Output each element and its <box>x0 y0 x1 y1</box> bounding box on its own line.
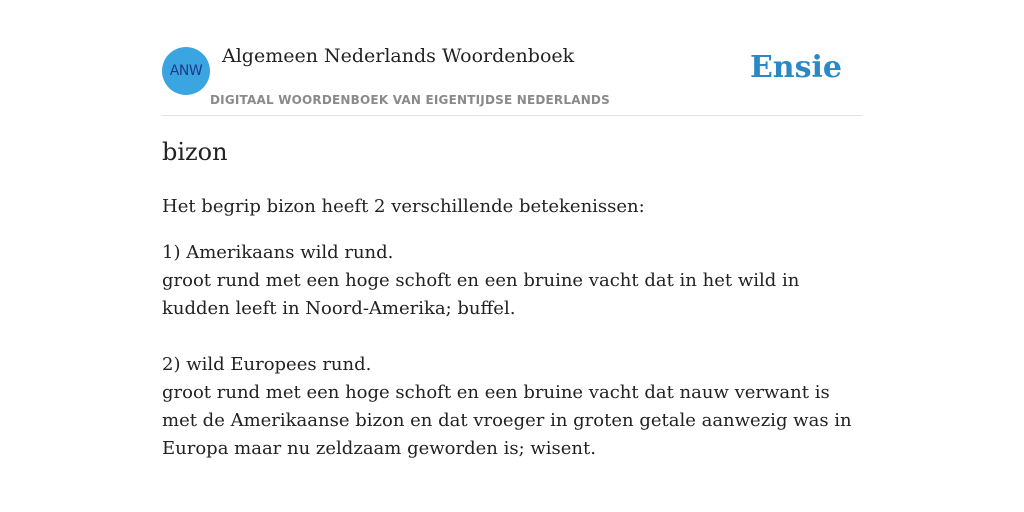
meaning-heading: 2) wild Europees rund. <box>162 354 372 375</box>
entry-word-title: bizon <box>162 138 228 166</box>
page-container <box>162 0 862 512</box>
meaning-item <box>162 239 862 323</box>
meaning-item <box>162 351 862 463</box>
entry-intro: Het begrip bizon heeft 2 verschillende betekenissen: <box>162 196 645 217</box>
ensie-brand-link[interactable]: Ensie <box>749 50 842 85</box>
site-header <box>162 0 862 116</box>
meanings-list <box>162 239 862 491</box>
anw-logo[interactable]: ANW <box>162 47 210 95</box>
meaning-definition: groot rund met een hoge schoft en een bruine vacht dat in het wild in kudden leeft in Noord-Amerika; buffel. <box>162 270 800 319</box>
meaning-heading: 1) Amerikaans wild rund. <box>162 242 394 263</box>
site-title[interactable]: Algemeen Nederlands Woordenboek <box>222 45 575 67</box>
meaning-definition: groot rund met een hoge schoft en een bruine vacht dat nauw verwant is met de Amerikaanse bizon en dat vroeger in groten getale aanwezig was in Europa maar nu zeldzaam geworden is; wisent. <box>162 382 852 459</box>
site-subtitle: DIGITAAL WOORDENBOEK VAN EIGENTIJDSE NEDERLANDS <box>210 93 610 107</box>
